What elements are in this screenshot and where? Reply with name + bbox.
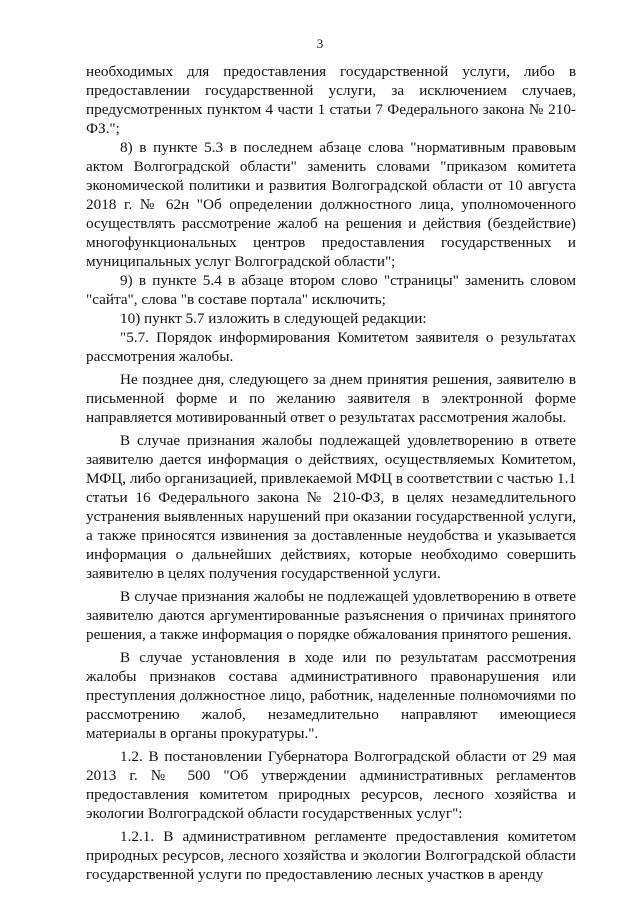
paragraph-item-8: 8) в пункте 5.3 в последнем абзаце слова "нормативным правовым актом Волгоградской области" заменить словами "приказом комитета экономической политики и развития Волгоградской области от 10 августа 2018 г. № 62н "Об определении должностного лица, уполномоченного осуществлять рассмотрение жалоб на решения и действия (бездействие) многофункциональных центров предоставления государственных и муниципальных услуг Волгоградской области"; — [86, 139, 576, 270]
paragraph-violation-found: В случае установления в ходе или по результатам рассмотрения жалобы признаков состава административного правонарушения или преступления должностное лицо, работник, наделенные полномочиями по рассмотрению жалоб, незамедлительно направляют имеющиеся материалы в органы прокуратуры.". — [86, 649, 576, 742]
paragraph-item-1-2-1: 1.2.1. В административном регламенте предоставления комитетом природных ресурсов, лесного хозяйства и экологии Волгоградской области государственной услуги по предоставлению лесных участков в аренду — [86, 828, 576, 883]
paragraph-section-5-7-title: "5.7. Порядок информирования Комитетом заявителя о результатах рассмотрения жалобы. — [86, 329, 576, 365]
paragraph-response-deadline: Не позднее дня, следующего за днем принятия решения, заявителю в письменной форме и по желанию заявителя в электронной форме направляется мотивированный ответ о результатах рассмотрения жалобы. — [86, 371, 576, 426]
paragraph-complaint-satisfied: В случае признания жалобы подлежащей удовлетворению в ответе заявителю дается информация о действиях, осуществляемых Комитетом, МФЦ, либо организацией, привлекаемой МФЦ в соответствии с частью 1.1 статьи 16 Федерального закона № 210-ФЗ, в целях незамедлительного устранения выявленных нарушений при оказании государственной услуги, а также приносятся извинения за доставленные неудобства и указывается информация о дальнейших действиях, которые необходимо совершить заявителю в целях получения государственной услуги. — [86, 432, 576, 582]
document-body — [86, 62, 576, 884]
paragraph-item-1-2: 1.2. В постановлении Губернатора Волгоградской области от 29 мая 2013 г. № 500 "Об утверждении административных регламентов предоставления комитетом природных ресурсов, лесного хозяйства и экологии Волгоградской области государственных услуг": — [86, 748, 576, 822]
paragraph-item-9: 9) в пункте 5.4 в абзаце втором слово "страницы" заменить словом "сайта", слова "в составе портала" исключить; — [86, 272, 576, 308]
paragraph-complaint-rejected: В случае признания жалобы не подлежащей удовлетворению в ответе заявителю даются аргументированные разъяснения о причинах принятого решения, а также информация о порядке обжалования принятого решения. — [86, 588, 576, 643]
paragraph-item-10: 10) пункт 5.7 изложить в следующей редакции: — [120, 310, 427, 327]
paragraph-continuation: необходимых для предоставления государственной услуги, либо в предоставлении государственной услуги, за исключением случаев, предусмотренных пунктом 4 части 1 статьи 7 Федерального закона № 210-ФЗ."; — [86, 63, 576, 137]
page-number: 3 — [316, 36, 324, 51]
